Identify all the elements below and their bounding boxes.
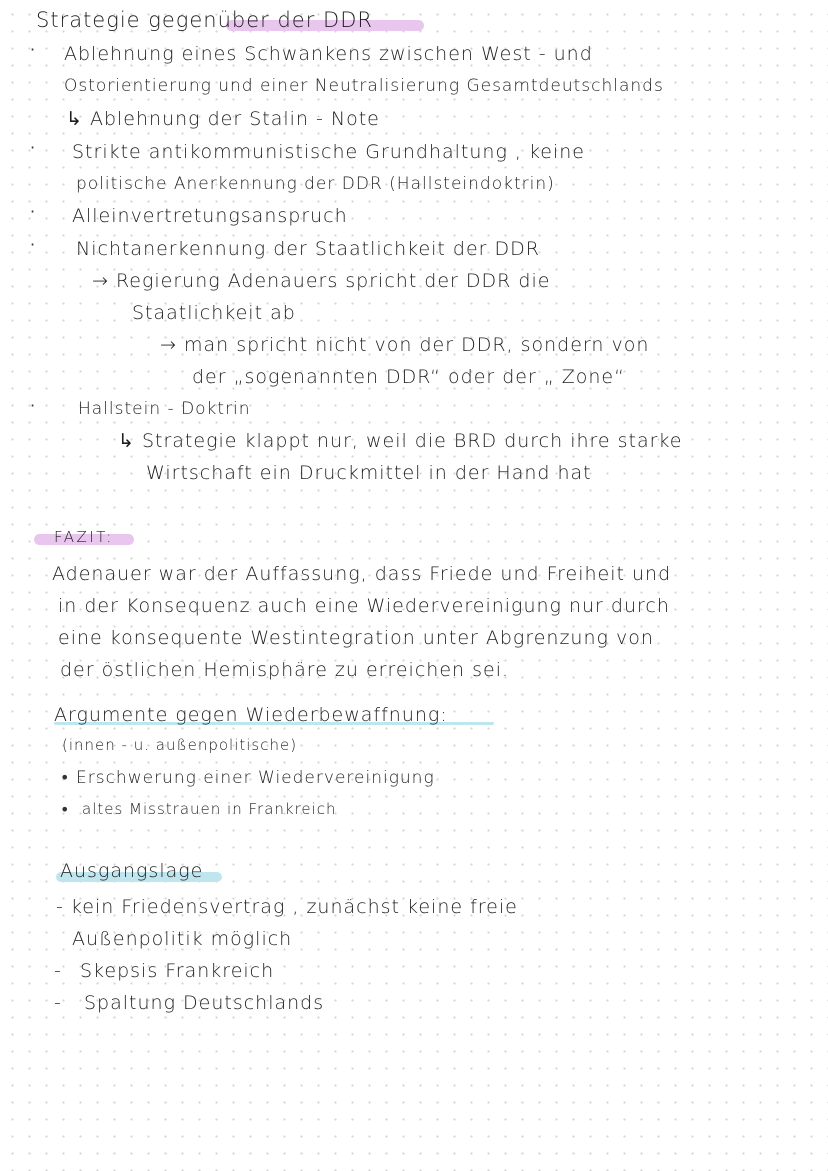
note-line: Hallstein - Doktrin — [78, 399, 251, 419]
note-line: der östlichen Hemisphäre zu erreichen sei. — [60, 659, 510, 681]
note-line: Erschwerung einer Wiedervereinigung — [76, 768, 435, 788]
note-line: Staatlichkeit ab — [132, 302, 296, 324]
note-line: ↳ Strategie klappt nur, weil die BRD durch ihre starke — [118, 430, 683, 452]
note-line: Adenauer war der Auffassung, dass Friede und Freiheit und — [52, 563, 672, 585]
note-line: Skepsis Frankreich — [80, 960, 275, 982]
note-line: altes Misstrauen in Frankreich — [82, 800, 337, 818]
section-title-strategie: Strategie gegenüber der DDR — [36, 8, 373, 32]
note-line: (innen - u. außenpolitische) — [62, 736, 298, 754]
dash-marker: - — [54, 992, 62, 1014]
section-title-argumente: Argumente gegen Wiederbewaffnung: — [54, 704, 448, 726]
note-line: politische Anerkennung der DDR (Hallsteindoktrin) — [76, 174, 555, 194]
dash-marker: - — [54, 960, 62, 982]
note-line: Ostorientierung und einer Neutralisierung Gesamtdeutschlands — [64, 76, 664, 96]
note-line: der „sogenannten DDR“ oder der „ Zone“ — [192, 366, 625, 388]
note-line: Alleinvertretungsanspruch — [72, 205, 348, 227]
bullet-dot: · — [30, 235, 36, 254]
note-line: in der Konsequenz auch eine Wiedervereinigung nur durch — [58, 595, 670, 617]
bullet-dot: • — [60, 768, 70, 787]
note-line: → Regierung Adenauers spricht der DDR die — [92, 270, 551, 292]
note-line: Ablehnung eines Schwankens zwischen West - und — [64, 43, 593, 65]
note-line: - kein Friedensvertrag , zunächst keine freie — [56, 896, 518, 918]
note-line: ↳ Ablehnung der Stalin - Note — [66, 108, 380, 130]
section-title-ausgangslage: Ausgangslage — [60, 860, 204, 882]
bullet-dot: · — [30, 396, 36, 415]
note-line: Außenpolitik möglich — [72, 928, 293, 950]
note-line: eine konsequente Westintegration unter Abgrenzung von — [58, 627, 654, 649]
section-title-fazit: FAZIT: — [54, 528, 114, 546]
note-line: → man spricht nicht von der DDR, sondern von — [160, 334, 650, 356]
bullet-dot: · — [30, 40, 36, 59]
note-line: Wirtschaft ein Druckmittel in der Hand hat — [146, 462, 592, 484]
bullet-dot: • — [60, 800, 70, 819]
note-line: Nichtanerkennung der Staatlichkeit der DDR — [76, 238, 540, 260]
bullet-dot: · — [30, 202, 36, 221]
bullet-dot: · — [30, 138, 36, 157]
note-line: Strikte antikommunistische Grundhaltung , keine — [72, 141, 585, 163]
note-line: Spaltung Deutschlands — [84, 992, 325, 1014]
